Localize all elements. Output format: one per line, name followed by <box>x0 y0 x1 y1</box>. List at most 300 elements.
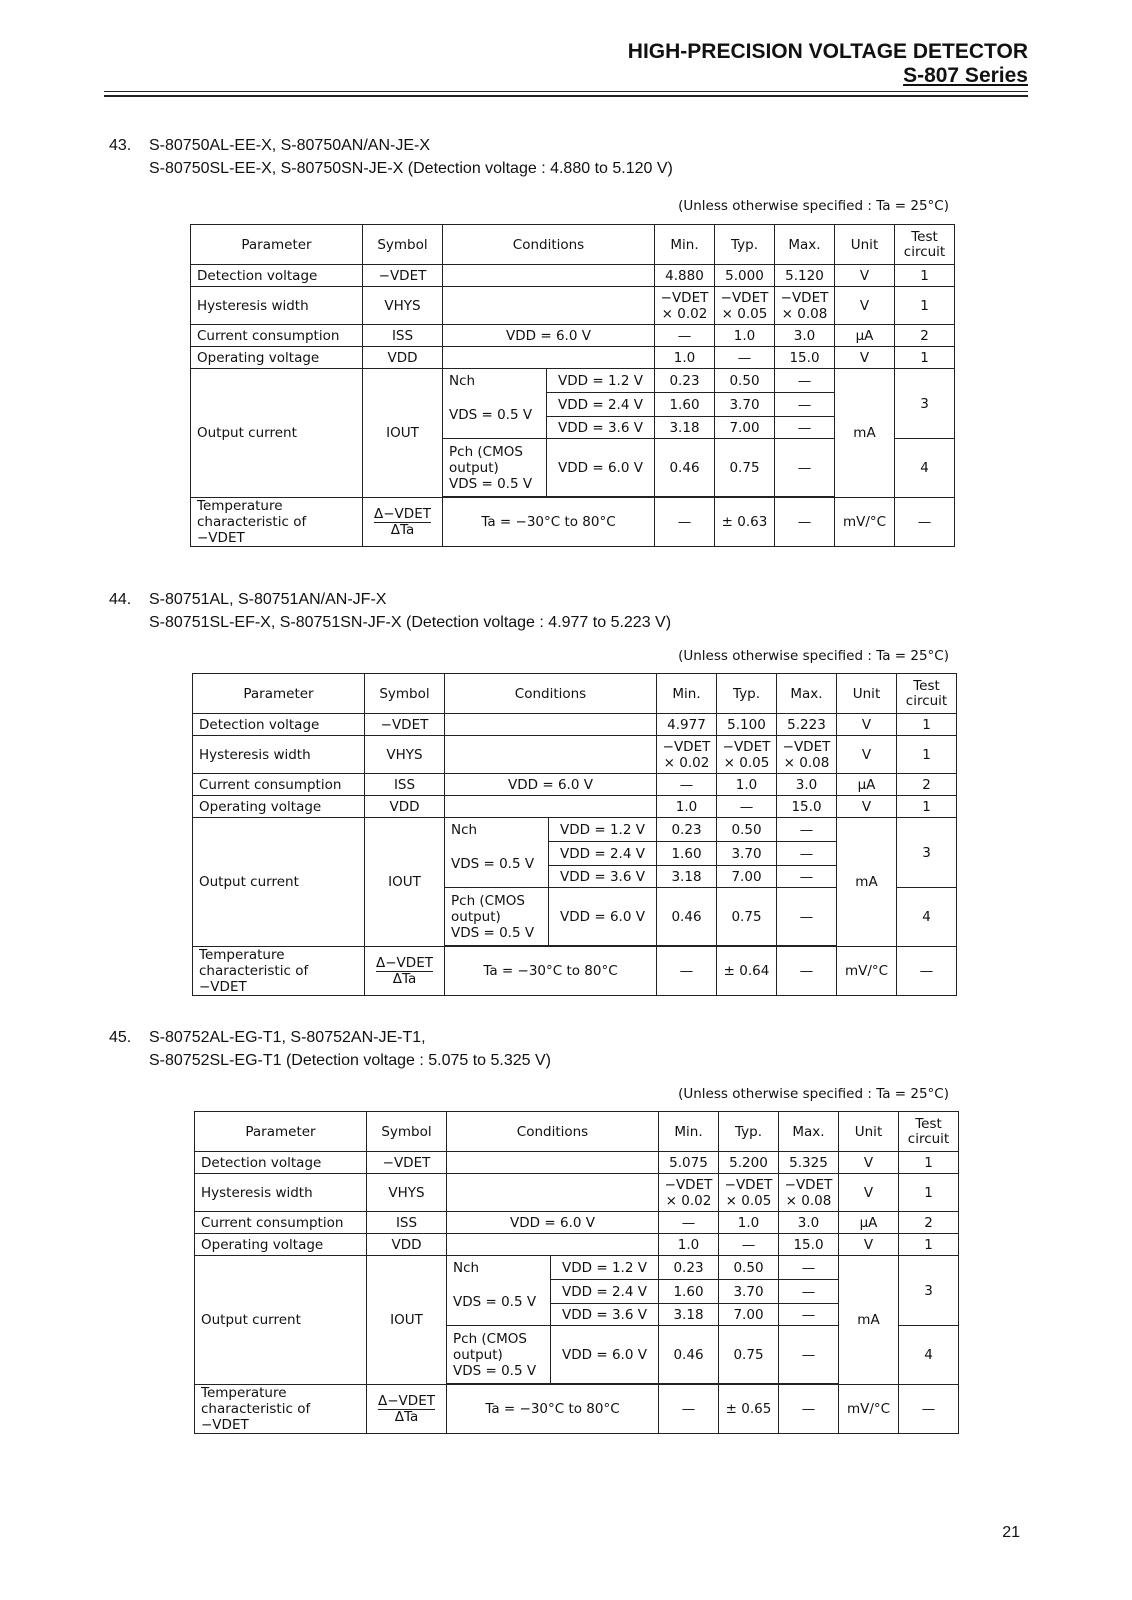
hys-max-l1: −VDET <box>782 738 831 755</box>
test-circuit: 1 <box>897 796 957 818</box>
col-test-circuit: Test circuit <box>899 1112 959 1152</box>
tc-typ: ± 0.64 <box>717 947 777 996</box>
sym-vdd: VDD <box>367 1234 447 1256</box>
p-max: — <box>775 439 835 497</box>
cond-empty <box>447 1234 659 1256</box>
cond-empty <box>445 714 657 736</box>
hys-min <box>655 287 715 325</box>
op-typ: — <box>715 347 775 369</box>
op-max: 15.0 <box>775 347 835 369</box>
p-min: 0.46 <box>657 888 717 946</box>
row-current-consumption <box>193 774 957 796</box>
cond-empty <box>443 265 655 287</box>
tc-min: — <box>657 947 717 996</box>
cond-vdd36: VDD = 3.6 V <box>549 866 657 888</box>
cond-vdd12: VDD = 1.2 V <box>547 369 655 393</box>
det-min: 5.075 <box>659 1152 719 1174</box>
cond-vdd6: VDD = 6.0 V <box>443 325 655 347</box>
param-hysteresis: Hysteresis width <box>193 736 365 774</box>
cond-nch: Nch <box>443 369 547 393</box>
param-output: Output current <box>193 818 365 947</box>
test-circuit: 1 <box>895 287 955 325</box>
param-output: Output current <box>195 1256 367 1385</box>
test-circuit: — <box>895 498 955 547</box>
tc-max: — <box>779 1385 839 1434</box>
cond-empty <box>445 796 657 818</box>
col-typ: Typ. <box>719 1112 779 1152</box>
col-symbol: Symbol <box>367 1112 447 1152</box>
sym-iss: ISS <box>367 1212 447 1234</box>
sym-tc <box>363 498 443 547</box>
n36-typ: 7.00 <box>717 866 777 888</box>
cond-pch-l2: output) <box>451 908 501 925</box>
unit-v: V <box>839 1234 899 1256</box>
unit-ma: mA <box>835 369 895 498</box>
row-operating-voltage <box>195 1234 959 1256</box>
cond-pch-l3: VDS = 0.5 V <box>449 475 533 492</box>
col-symbol: Symbol <box>365 674 445 714</box>
cond-vdd60: VDD = 6.0 V <box>549 888 657 946</box>
unit-v: V <box>835 347 895 369</box>
hys-min <box>659 1174 719 1212</box>
op-min: 1.0 <box>657 796 717 818</box>
header-row <box>195 1112 959 1152</box>
cond-vdd6: VDD = 6.0 V <box>445 774 657 796</box>
tc-max: — <box>775 498 835 547</box>
param-detection: Detection voltage <box>191 265 363 287</box>
cond-vdd6: VDD = 6.0 V <box>447 1212 659 1234</box>
cond-nch: Nch <box>445 818 549 842</box>
sym-tc-den: ΔTa <box>394 1408 419 1425</box>
hys-max <box>777 736 837 774</box>
cond-pch <box>447 1326 551 1384</box>
p-typ: 0.75 <box>715 439 775 497</box>
row-temperature <box>195 1385 959 1434</box>
n36-max: — <box>777 866 837 888</box>
det-typ: 5.200 <box>719 1152 779 1174</box>
n12-typ: 0.50 <box>717 818 777 842</box>
col-test-circuit: Test circuit <box>895 225 955 265</box>
section-title <box>109 1026 551 1072</box>
col-min: Min. <box>657 674 717 714</box>
hys-max <box>775 287 835 325</box>
param-current: Current consumption <box>193 774 365 796</box>
hys-min-l2: × 0.02 <box>663 754 710 771</box>
n24-typ: 3.70 <box>719 1280 779 1304</box>
hys-min-l2: × 0.02 <box>665 1192 712 1209</box>
hys-max-l2: × 0.08 <box>781 305 828 322</box>
test-circuit: 1 <box>897 714 957 736</box>
hys-typ-l1: −VDET <box>722 738 771 755</box>
row-temperature <box>191 498 955 547</box>
sym-iss: ISS <box>365 774 445 796</box>
p-min: 0.46 <box>655 439 715 497</box>
det-max: 5.325 <box>779 1152 839 1174</box>
section-number: 43. <box>109 137 132 154</box>
cond-pch-l3: VDS = 0.5 V <box>453 1362 537 1379</box>
n12-typ: 0.50 <box>719 1256 779 1280</box>
conditions-note: (Unless otherwise specified : Ta = 25°C) <box>678 1086 949 1102</box>
hys-typ <box>719 1174 779 1212</box>
n36-min: 3.18 <box>655 417 715 439</box>
n12-min: 0.23 <box>657 818 717 842</box>
n24-min: 1.60 <box>659 1280 719 1304</box>
cond-ta: Ta = −30°C to 80°C <box>447 1385 659 1434</box>
n24-typ: 3.70 <box>717 842 777 866</box>
unit-v: V <box>839 1152 899 1174</box>
n12-min: 0.23 <box>659 1256 719 1280</box>
unit-ma: mA <box>839 1256 899 1385</box>
sym-vhys: VHYS <box>367 1174 447 1212</box>
hys-typ-l2: × 0.05 <box>725 1192 772 1209</box>
col-parameter: Parameter <box>193 674 365 714</box>
det-typ: 5.000 <box>715 265 775 287</box>
param-temp-l2: characteristic of −VDET <box>197 514 307 546</box>
hys-typ <box>717 736 777 774</box>
row-detection-voltage <box>193 714 957 736</box>
row-output-nch-12 <box>191 369 955 393</box>
n36-typ: 7.00 <box>715 417 775 439</box>
param-temp-l1: Temperature <box>201 1385 287 1401</box>
col-max: Max. <box>775 225 835 265</box>
row-operating-voltage <box>193 796 957 818</box>
sym-vdd: VDD <box>363 347 443 369</box>
section-line2: S-80750SL-EE-X, S-80750SN-JE-X (Detection voltage : 4.880 to 5.120 V) <box>149 160 673 177</box>
param-temperature <box>193 947 365 996</box>
tc-min: — <box>655 498 715 547</box>
unit-v: V <box>835 287 895 325</box>
cond-vdd36: VDD = 3.6 V <box>547 417 655 439</box>
sym-iout: IOUT <box>363 369 443 498</box>
cond-vdd12: VDD = 1.2 V <box>549 818 657 842</box>
conditions-note: (Unless otherwise specified : Ta = 25°C) <box>678 198 949 214</box>
iss-min: — <box>659 1212 719 1234</box>
hys-max <box>779 1174 839 1212</box>
unit-v: V <box>839 1174 899 1212</box>
col-parameter: Parameter <box>191 225 363 265</box>
cond-vds: VDS = 0.5 V <box>447 1280 551 1326</box>
unit-ua: μA <box>835 325 895 347</box>
spec-table <box>190 224 955 547</box>
col-unit: Unit <box>839 1112 899 1152</box>
col-conditions: Conditions <box>447 1112 659 1152</box>
test-circuit: 4 <box>899 1326 959 1385</box>
test-circuit: 1 <box>897 736 957 774</box>
unit-ma: mA <box>837 818 897 947</box>
sym-iss: ISS <box>363 325 443 347</box>
n24-max: — <box>779 1280 839 1304</box>
sym-vdet: −VDET <box>367 1152 447 1174</box>
cond-pch <box>445 888 549 946</box>
cond-pch-l1: Pch (CMOS <box>449 443 523 460</box>
spec-table <box>194 1111 959 1434</box>
param-current: Current consumption <box>195 1212 367 1234</box>
n24-typ: 3.70 <box>715 393 775 417</box>
n36-typ: 7.00 <box>719 1304 779 1326</box>
unit-v: V <box>837 714 897 736</box>
hys-typ-l1: −VDET <box>724 1176 773 1193</box>
sym-vdd: VDD <box>365 796 445 818</box>
tc-typ: ± 0.63 <box>715 498 775 547</box>
sym-tc-num: Δ−VDET <box>378 1392 435 1409</box>
col-unit: Unit <box>835 225 895 265</box>
sym-tc <box>365 947 445 996</box>
tc-min: — <box>659 1385 719 1434</box>
sym-tc-num: Δ−VDET <box>376 954 433 971</box>
col-max: Max. <box>777 674 837 714</box>
section-line1: S-80751AL, S-80751AN/AN-JF-X <box>149 591 387 608</box>
iss-min: — <box>655 325 715 347</box>
hys-min-l1: −VDET <box>662 738 711 755</box>
section-number: 45. <box>109 1029 132 1046</box>
unit-tc: mV/°C <box>835 498 895 547</box>
unit-v: V <box>837 736 897 774</box>
cond-nch: Nch <box>447 1256 551 1280</box>
iss-max: 3.0 <box>777 774 837 796</box>
param-operating: Operating voltage <box>191 347 363 369</box>
sym-iout: IOUT <box>365 818 445 947</box>
hys-min-l1: −VDET <box>660 289 709 306</box>
hys-min-l1: −VDET <box>664 1176 713 1193</box>
n12-max: — <box>775 369 835 393</box>
param-temp-l2: characteristic of −VDET <box>199 963 309 995</box>
sym-vhys: VHYS <box>365 736 445 774</box>
test-circuit: 1 <box>899 1174 959 1212</box>
op-typ: — <box>719 1234 779 1256</box>
hys-min-l2: × 0.02 <box>661 305 708 322</box>
col-conditions: Conditions <box>445 674 657 714</box>
n36-min: 3.18 <box>657 866 717 888</box>
sym-tc-num: Δ−VDET <box>374 505 431 522</box>
page-number: 21 <box>1002 1524 1020 1541</box>
cond-pch-l1: Pch (CMOS <box>453 1330 527 1347</box>
test-circuit: 2 <box>897 774 957 796</box>
cond-ta: Ta = −30°C to 80°C <box>443 498 655 547</box>
unit-tc: mV/°C <box>839 1385 899 1434</box>
n12-typ: 0.50 <box>715 369 775 393</box>
section-line2: S-80752SL-EG-T1 (Detection voltage : 5.075 to 5.325 V) <box>149 1052 552 1069</box>
conditions-note: (Unless otherwise specified : Ta = 25°C) <box>678 648 949 664</box>
header-row <box>191 225 955 265</box>
cond-vdd60: VDD = 6.0 V <box>551 1326 659 1384</box>
row-hysteresis-width <box>195 1174 959 1212</box>
p-max: — <box>779 1326 839 1384</box>
col-min: Min. <box>655 225 715 265</box>
cond-vds: VDS = 0.5 V <box>443 393 547 439</box>
sym-vdet: −VDET <box>365 714 445 736</box>
cond-vdd12: VDD = 1.2 V <box>551 1256 659 1280</box>
cond-vdd24: VDD = 2.4 V <box>551 1280 659 1304</box>
param-temp-l2: characteristic of −VDET <box>201 1401 311 1433</box>
param-temperature <box>195 1385 367 1434</box>
hys-typ-l1: −VDET <box>720 289 769 306</box>
n24-min: 1.60 <box>657 842 717 866</box>
header-series: S-807 Series <box>903 64 1028 87</box>
param-temp-l1: Temperature <box>199 947 285 963</box>
row-hysteresis-width <box>193 736 957 774</box>
cond-empty <box>447 1174 659 1212</box>
p-typ: 0.75 <box>719 1326 779 1384</box>
row-detection-voltage <box>195 1152 959 1174</box>
n24-max: — <box>777 842 837 866</box>
param-detection: Detection voltage <box>195 1152 367 1174</box>
row-operating-voltage <box>191 347 955 369</box>
test-circuit: 1 <box>895 265 955 287</box>
n36-max: — <box>779 1304 839 1326</box>
col-test-circuit: Test circuit <box>897 674 957 714</box>
col-parameter: Parameter <box>195 1112 367 1152</box>
param-temperature <box>191 498 363 547</box>
cond-empty <box>447 1152 659 1174</box>
cond-pch <box>443 439 547 497</box>
det-typ: 5.100 <box>717 714 777 736</box>
tc-typ: ± 0.65 <box>719 1385 779 1434</box>
row-current-consumption <box>195 1212 959 1234</box>
n12-max: — <box>777 818 837 842</box>
cond-vdd24: VDD = 2.4 V <box>549 842 657 866</box>
unit-v: V <box>835 265 895 287</box>
col-min: Min. <box>659 1112 719 1152</box>
section-line1: S-80752AL-EG-T1, S-80752AN-JE-T1, <box>149 1029 426 1046</box>
cond-pch-l3: VDS = 0.5 V <box>451 924 535 941</box>
cond-pch-l2: output) <box>449 459 499 476</box>
cond-empty <box>443 347 655 369</box>
test-circuit: — <box>897 947 957 996</box>
unit-v: V <box>837 796 897 818</box>
sym-tc <box>367 1385 447 1434</box>
test-circuit: 4 <box>897 888 957 947</box>
cond-vdd60: VDD = 6.0 V <box>547 439 655 497</box>
sym-tc-den: ΔTa <box>392 970 417 987</box>
sym-vdet: −VDET <box>363 265 443 287</box>
unit-tc: mV/°C <box>837 947 897 996</box>
test-circuit: 1 <box>895 347 955 369</box>
sym-tc-den: ΔTa <box>390 521 415 538</box>
section-line1: S-80750AL-EE-X, S-80750AN/AN-JE-X <box>149 137 431 154</box>
unit-ua: μA <box>837 774 897 796</box>
iss-typ: 1.0 <box>717 774 777 796</box>
hys-max-l2: × 0.08 <box>783 754 830 771</box>
iss-min: — <box>657 774 717 796</box>
test-circuit: 1 <box>899 1152 959 1174</box>
cond-ta: Ta = −30°C to 80°C <box>445 947 657 996</box>
cond-empty <box>445 736 657 774</box>
test-circuit: — <box>899 1385 959 1434</box>
header-row <box>193 674 957 714</box>
row-output-nch-12 <box>193 818 957 842</box>
p-max: — <box>777 888 837 946</box>
col-symbol: Symbol <box>363 225 443 265</box>
param-temp-l1: Temperature <box>197 498 283 514</box>
hys-max-l1: −VDET <box>784 1176 833 1193</box>
n36-max: — <box>775 417 835 439</box>
section-line2: S-80751SL-EF-X, S-80751SN-JF-X (Detection voltage : 4.977 to 5.223 V) <box>149 614 672 631</box>
op-min: 1.0 <box>655 347 715 369</box>
section-number: 44. <box>109 591 132 608</box>
n24-min: 1.60 <box>655 393 715 417</box>
op-min: 1.0 <box>659 1234 719 1256</box>
test-circuit: 3 <box>899 1256 959 1326</box>
iss-typ: 1.0 <box>719 1212 779 1234</box>
det-max: 5.223 <box>777 714 837 736</box>
unit-ua: μA <box>839 1212 899 1234</box>
det-max: 5.120 <box>775 265 835 287</box>
cond-vds: VDS = 0.5 V <box>445 842 549 888</box>
test-circuit: 2 <box>899 1212 959 1234</box>
test-circuit: 2 <box>895 325 955 347</box>
header-title: HIGH-PRECISION VOLTAGE DETECTOR <box>627 40 1028 63</box>
header-rule <box>104 91 1028 92</box>
param-hysteresis: Hysteresis width <box>191 287 363 325</box>
section-title <box>109 588 671 634</box>
hys-max-l1: −VDET <box>780 289 829 306</box>
sym-vhys: VHYS <box>363 287 443 325</box>
col-conditions: Conditions <box>443 225 655 265</box>
p-typ: 0.75 <box>717 888 777 946</box>
cond-vdd24: VDD = 2.4 V <box>547 393 655 417</box>
param-output: Output current <box>191 369 363 498</box>
test-circuit: 3 <box>897 818 957 888</box>
hys-typ-l2: × 0.05 <box>723 754 770 771</box>
col-unit: Unit <box>837 674 897 714</box>
iss-max: 3.0 <box>775 325 835 347</box>
header-rule-thick <box>104 95 1028 97</box>
row-output-nch-12 <box>195 1256 959 1280</box>
cond-pch-l2: output) <box>453 1346 503 1363</box>
cond-vdd36: VDD = 3.6 V <box>551 1304 659 1326</box>
row-temperature <box>193 947 957 996</box>
hys-min <box>657 736 717 774</box>
row-detection-voltage <box>191 265 955 287</box>
n24-max: — <box>775 393 835 417</box>
spec-table <box>192 673 957 996</box>
op-max: 15.0 <box>777 796 837 818</box>
row-current-consumption <box>191 325 955 347</box>
op-max: 15.0 <box>779 1234 839 1256</box>
hys-max-l2: × 0.08 <box>785 1192 832 1209</box>
param-hysteresis: Hysteresis width <box>195 1174 367 1212</box>
iss-typ: 1.0 <box>715 325 775 347</box>
col-typ: Typ. <box>717 674 777 714</box>
col-max: Max. <box>779 1112 839 1152</box>
section-title <box>109 134 673 180</box>
det-min: 4.880 <box>655 265 715 287</box>
hys-typ-l2: × 0.05 <box>721 305 768 322</box>
test-circuit: 3 <box>895 369 955 439</box>
tc-max: — <box>777 947 837 996</box>
p-min: 0.46 <box>659 1326 719 1384</box>
param-operating: Operating voltage <box>193 796 365 818</box>
param-current: Current consumption <box>191 325 363 347</box>
document-header <box>628 40 1028 88</box>
n12-min: 0.23 <box>655 369 715 393</box>
det-min: 4.977 <box>657 714 717 736</box>
hys-typ <box>715 287 775 325</box>
sym-iout: IOUT <box>367 1256 447 1385</box>
n36-min: 3.18 <box>659 1304 719 1326</box>
cond-empty <box>443 287 655 325</box>
n12-max: — <box>779 1256 839 1280</box>
cond-pch-l1: Pch (CMOS <box>451 892 525 909</box>
test-circuit: 1 <box>899 1234 959 1256</box>
param-operating: Operating voltage <box>195 1234 367 1256</box>
op-typ: — <box>717 796 777 818</box>
iss-max: 3.0 <box>779 1212 839 1234</box>
test-circuit: 4 <box>895 439 955 498</box>
param-detection: Detection voltage <box>193 714 365 736</box>
col-typ: Typ. <box>715 225 775 265</box>
row-hysteresis-width <box>191 287 955 325</box>
